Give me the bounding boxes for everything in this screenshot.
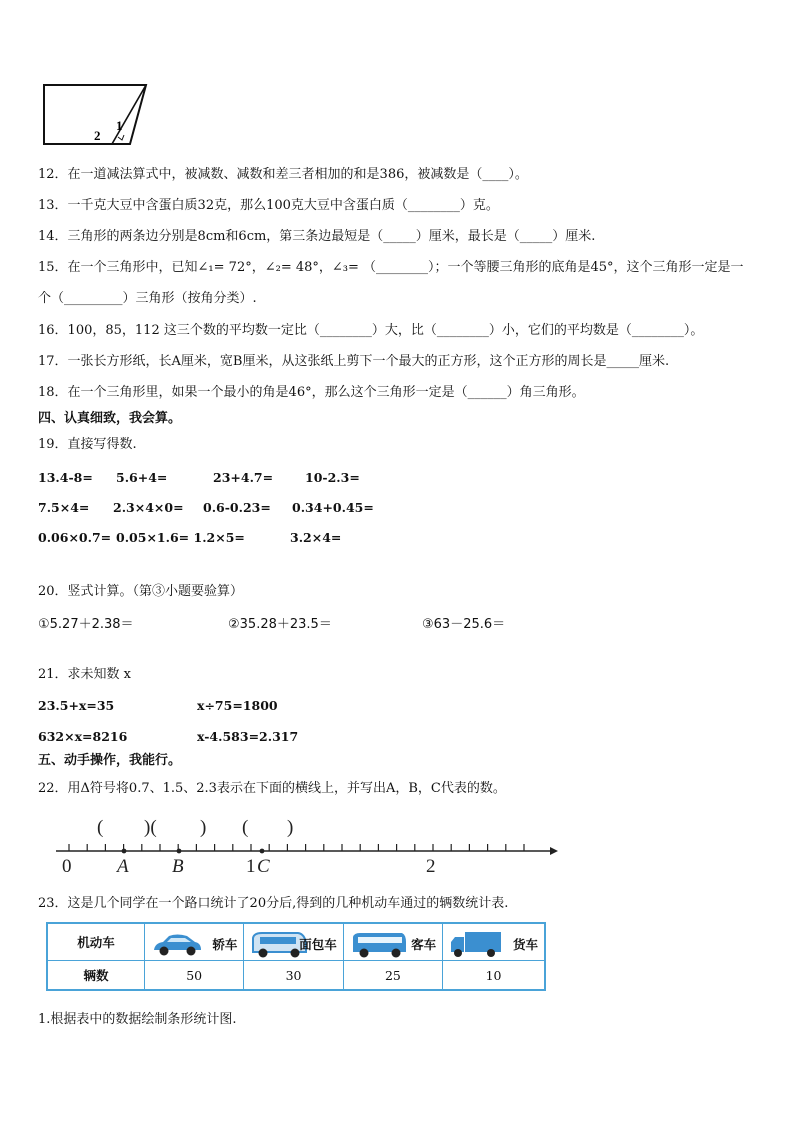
vehicle-table — [46, 922, 546, 991]
number-line — [50, 812, 560, 874]
label-1: 1 — [246, 856, 256, 874]
label-0: 0 — [62, 856, 72, 874]
bracket-1: ( — [97, 817, 104, 838]
question-17: 17．一张长方形纸，长A厘米，宽B厘米，从这张纸上剪下一个最大的正方形，这个正方形的周长是_____厘米. — [38, 354, 670, 369]
question-12: 12．在一道减法算式中，被减数、减数和差三者相加的和是386，被减数是（____）。 — [38, 167, 528, 182]
vehicle-bus — [343, 923, 442, 961]
question-15-line1: 15．在一个三角形中，已知∠₁= 72°，∠₂= 48°，∠₃= （________）；一个等腰三角形的底角是45°，这个三角形一定是一 — [38, 260, 744, 275]
calc-3-3: 3.2×4= — [290, 530, 342, 545]
bracket-3: ) — [200, 817, 207, 838]
label-a: A — [117, 856, 129, 874]
section-5-heading: 五、动手操作，我能行。 — [38, 753, 182, 768]
fold-figure — [38, 80, 158, 150]
vehicle-van — [244, 923, 343, 961]
bracket-4: ( — [242, 817, 249, 838]
question-19: 19．直接写得数. — [38, 437, 137, 452]
vehicle-bus-label: 客车 — [411, 937, 437, 952]
point-a-dot — [122, 849, 127, 854]
equation-1: 23.5+x=35 — [38, 698, 115, 713]
equation-3: 632×x=8216 — [38, 729, 128, 744]
section-4-heading: 四、认真细致，我会算。 — [38, 411, 182, 426]
bracket-2: )( — [144, 817, 157, 838]
calc-2-3: 0.6-0.23= — [203, 500, 271, 515]
vertical-calc-1: ①5.27＋2.38＝ — [38, 617, 134, 632]
vertical-calc-3: ③63－25.6＝ — [422, 617, 506, 632]
question-16: 16．100，85，112 这三个数的平均数一定比（________）大，比（________）小，它们的平均数是（________）。 — [38, 323, 704, 338]
label-c: C — [257, 856, 270, 874]
calc-1-2: 5.6+4= — [116, 470, 168, 485]
vehicle-truck — [443, 923, 545, 961]
question-21: 21．求未知数 x — [38, 667, 132, 682]
question-15-line2: 个（_________）三角形（按角分类）. — [38, 291, 257, 306]
count-truck: 10 — [443, 961, 545, 991]
question-14: 14．三角形的两条边分别是8cm和6cm，第三条边最短是（_____）厘米，最长是（_____）厘米. — [38, 229, 596, 244]
question-22: 22．用Δ符号将0.7、1.5、2.3表示在下面的横线上，并写出A，B，C代表的数。 — [38, 781, 506, 796]
equation-2: x÷75=1800 — [197, 698, 278, 713]
point-b-dot — [177, 849, 182, 854]
calc-1-1: 13.4-8= — [38, 470, 93, 485]
car-icon — [151, 930, 203, 958]
question-18: 18．在一个三角形里，如果一个最小的角是46°，那么这个三角形一定是（______）角三角形。 — [38, 385, 585, 400]
vehicle-truck-label: 货车 — [512, 937, 538, 952]
label-b: B — [172, 856, 184, 874]
calc-2-1: 7.5×4= — [38, 500, 90, 515]
calc-2-4: 0.34+0.45= — [292, 500, 374, 515]
equation-4: x-4.583=2.317 — [197, 729, 299, 744]
calc-3-2: 0.05×1.6= 1.2×5= — [116, 530, 245, 545]
table-header-label: 机动车 — [47, 923, 145, 961]
vehicle-car-label: 轿车 — [212, 937, 238, 952]
calc-3-1: 0.06×0.7= — [38, 530, 112, 545]
calc-2-2: 2.3×4×0= — [113, 500, 184, 515]
label-2: 2 — [426, 856, 436, 874]
point-c-dot — [260, 849, 265, 854]
calc-1-3: 23+4.7= — [213, 470, 274, 485]
vertical-calc-2: ②35.28＋23.5＝ — [228, 617, 332, 632]
vehicle-van-label: 面包车 — [299, 937, 337, 952]
bracket-5: ) — [287, 817, 294, 838]
calc-1-4: 10-2.3= — [305, 470, 360, 485]
task-1: 1.根据表中的数据绘制条形统计图. — [38, 1012, 237, 1027]
truck-icon — [449, 930, 503, 960]
vehicle-car — [145, 923, 244, 961]
count-car: 50 — [145, 961, 244, 991]
question-23: 23．这是几个同学在一个路口统计了20分后,得到的几种机动车通过的辆数统计表. — [38, 896, 509, 911]
angle-label-2: 2 — [94, 128, 101, 143]
table-row-label: 辆数 — [47, 961, 145, 991]
count-bus: 25 — [343, 961, 442, 991]
bus-icon — [350, 930, 408, 960]
question-20: 20．竖式计算。（第③小题要验算） — [38, 584, 244, 599]
angle-label-1: 1 — [116, 118, 123, 133]
count-van: 30 — [244, 961, 343, 991]
question-13: 13．一千克大豆中含蛋白质32克，那么100克大豆中含蛋白质（________）克。 — [38, 198, 499, 213]
